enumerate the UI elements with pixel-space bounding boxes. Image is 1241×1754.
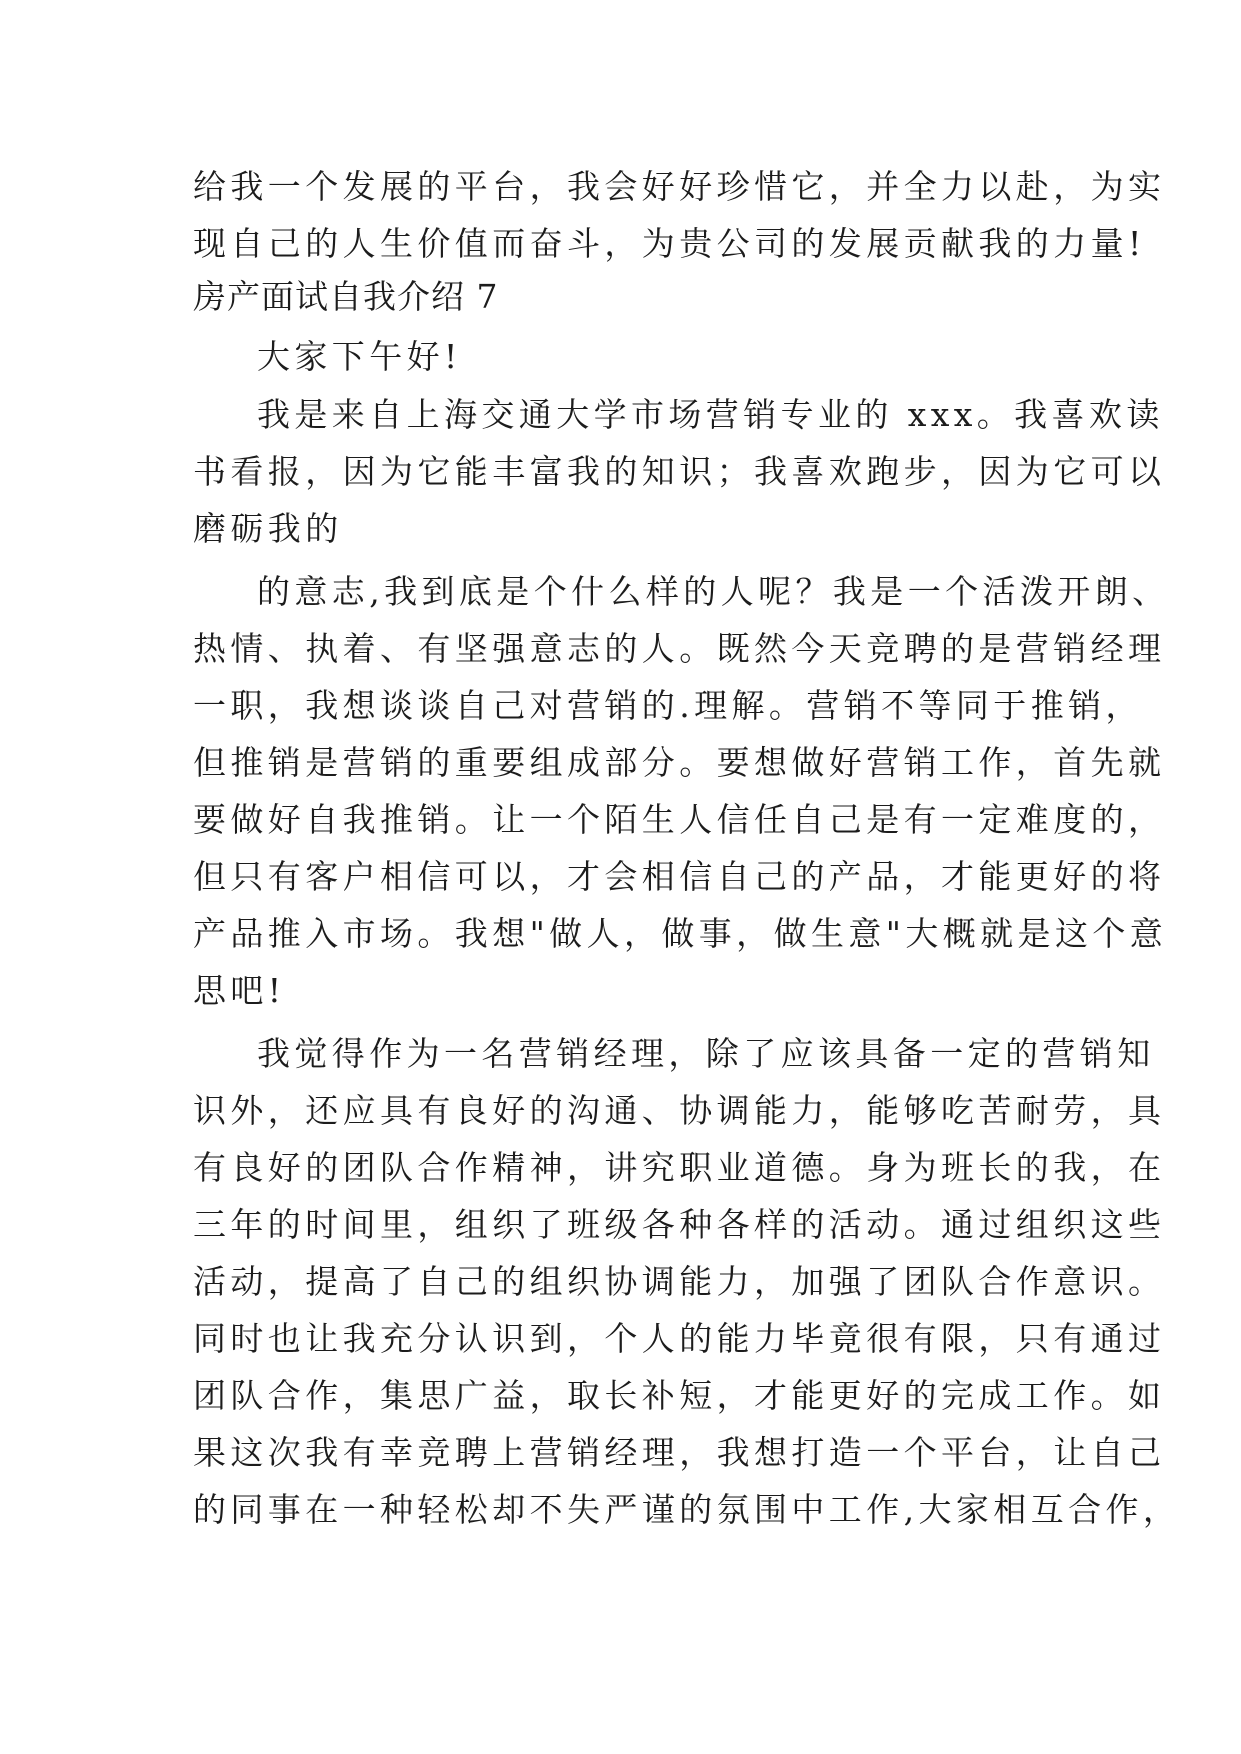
text-line: 团队合作，集思广益，取长补短，才能更好的完成工作。如 [193, 1376, 1166, 1415]
greeting-line: 大家下午好! [257, 337, 462, 376]
text-line: 识外，还应具有良好的沟通、协调能力，能够吃苦耐劳，具 [193, 1091, 1166, 1130]
text-line: 书看报，因为它能丰富我的知识；我喜欢跑步，因为它可以 [193, 452, 1166, 491]
text-line: 磨砺我的 [193, 509, 343, 548]
text-line: 要做好自我推销。让一个陌生人信任自己是有一定难度的， [193, 800, 1166, 839]
text-line: 但只有客户相信可以，才会相信自己的产品，才能更好的将 [193, 857, 1166, 896]
text-line: 热情、执着、有坚强意志的人。既然今天竞聘的是营销经理 [193, 629, 1166, 668]
text-line: 我觉得作为一名营销经理，除了应该具备一定的营销知 [257, 1034, 1155, 1073]
text-line: 有良好的团队合作精神，讲究职业道德。身为班长的我，在 [193, 1148, 1166, 1187]
text-line: 活动，提高了自己的组织协调能力，加强了团队合作意识。 [193, 1262, 1166, 1301]
text-line: 现自己的人生价值而奋斗，为贵公司的发展贡献我的力量! [193, 224, 1146, 263]
text-line: 的同事在一种轻松却不失严谨的氛围中工作,大家相互合作， [193, 1490, 1181, 1529]
text-line: 产品推入市场。我想"做人，做事，做生意"大概就是这个意 [193, 914, 1168, 953]
text-line: 果这次我有幸竞聘上营销经理，我想打造一个平台，让自己 [193, 1433, 1166, 1472]
text-line: 一职，我想谈谈自己对营销的.理解。营销不等同于推销， [193, 686, 1143, 725]
text-line: 三年的时间里，组织了班级各种各样的活动。通过组织这些 [193, 1205, 1166, 1244]
text-line: 但推销是营销的重要组成部分。要想做好营销工作，首先就 [193, 743, 1166, 782]
text-line: 给我一个发展的平台，我会好好珍惜它，并全力以赴，为实 [193, 167, 1166, 206]
text-line: 同时也让我充分认识到，个人的能力毕竟很有限，只有通过 [193, 1319, 1166, 1358]
section-heading: 房产面试自我介绍 7 [193, 277, 499, 316]
text-line: 的意志,我到底是个什么样的人呢？我是一个活泼开朗、 [257, 572, 1170, 611]
text-line: 我是来自上海交通大学市场营销专业的 xxx。我喜欢读 [257, 395, 1164, 434]
text-line: 思吧! [193, 971, 286, 1010]
